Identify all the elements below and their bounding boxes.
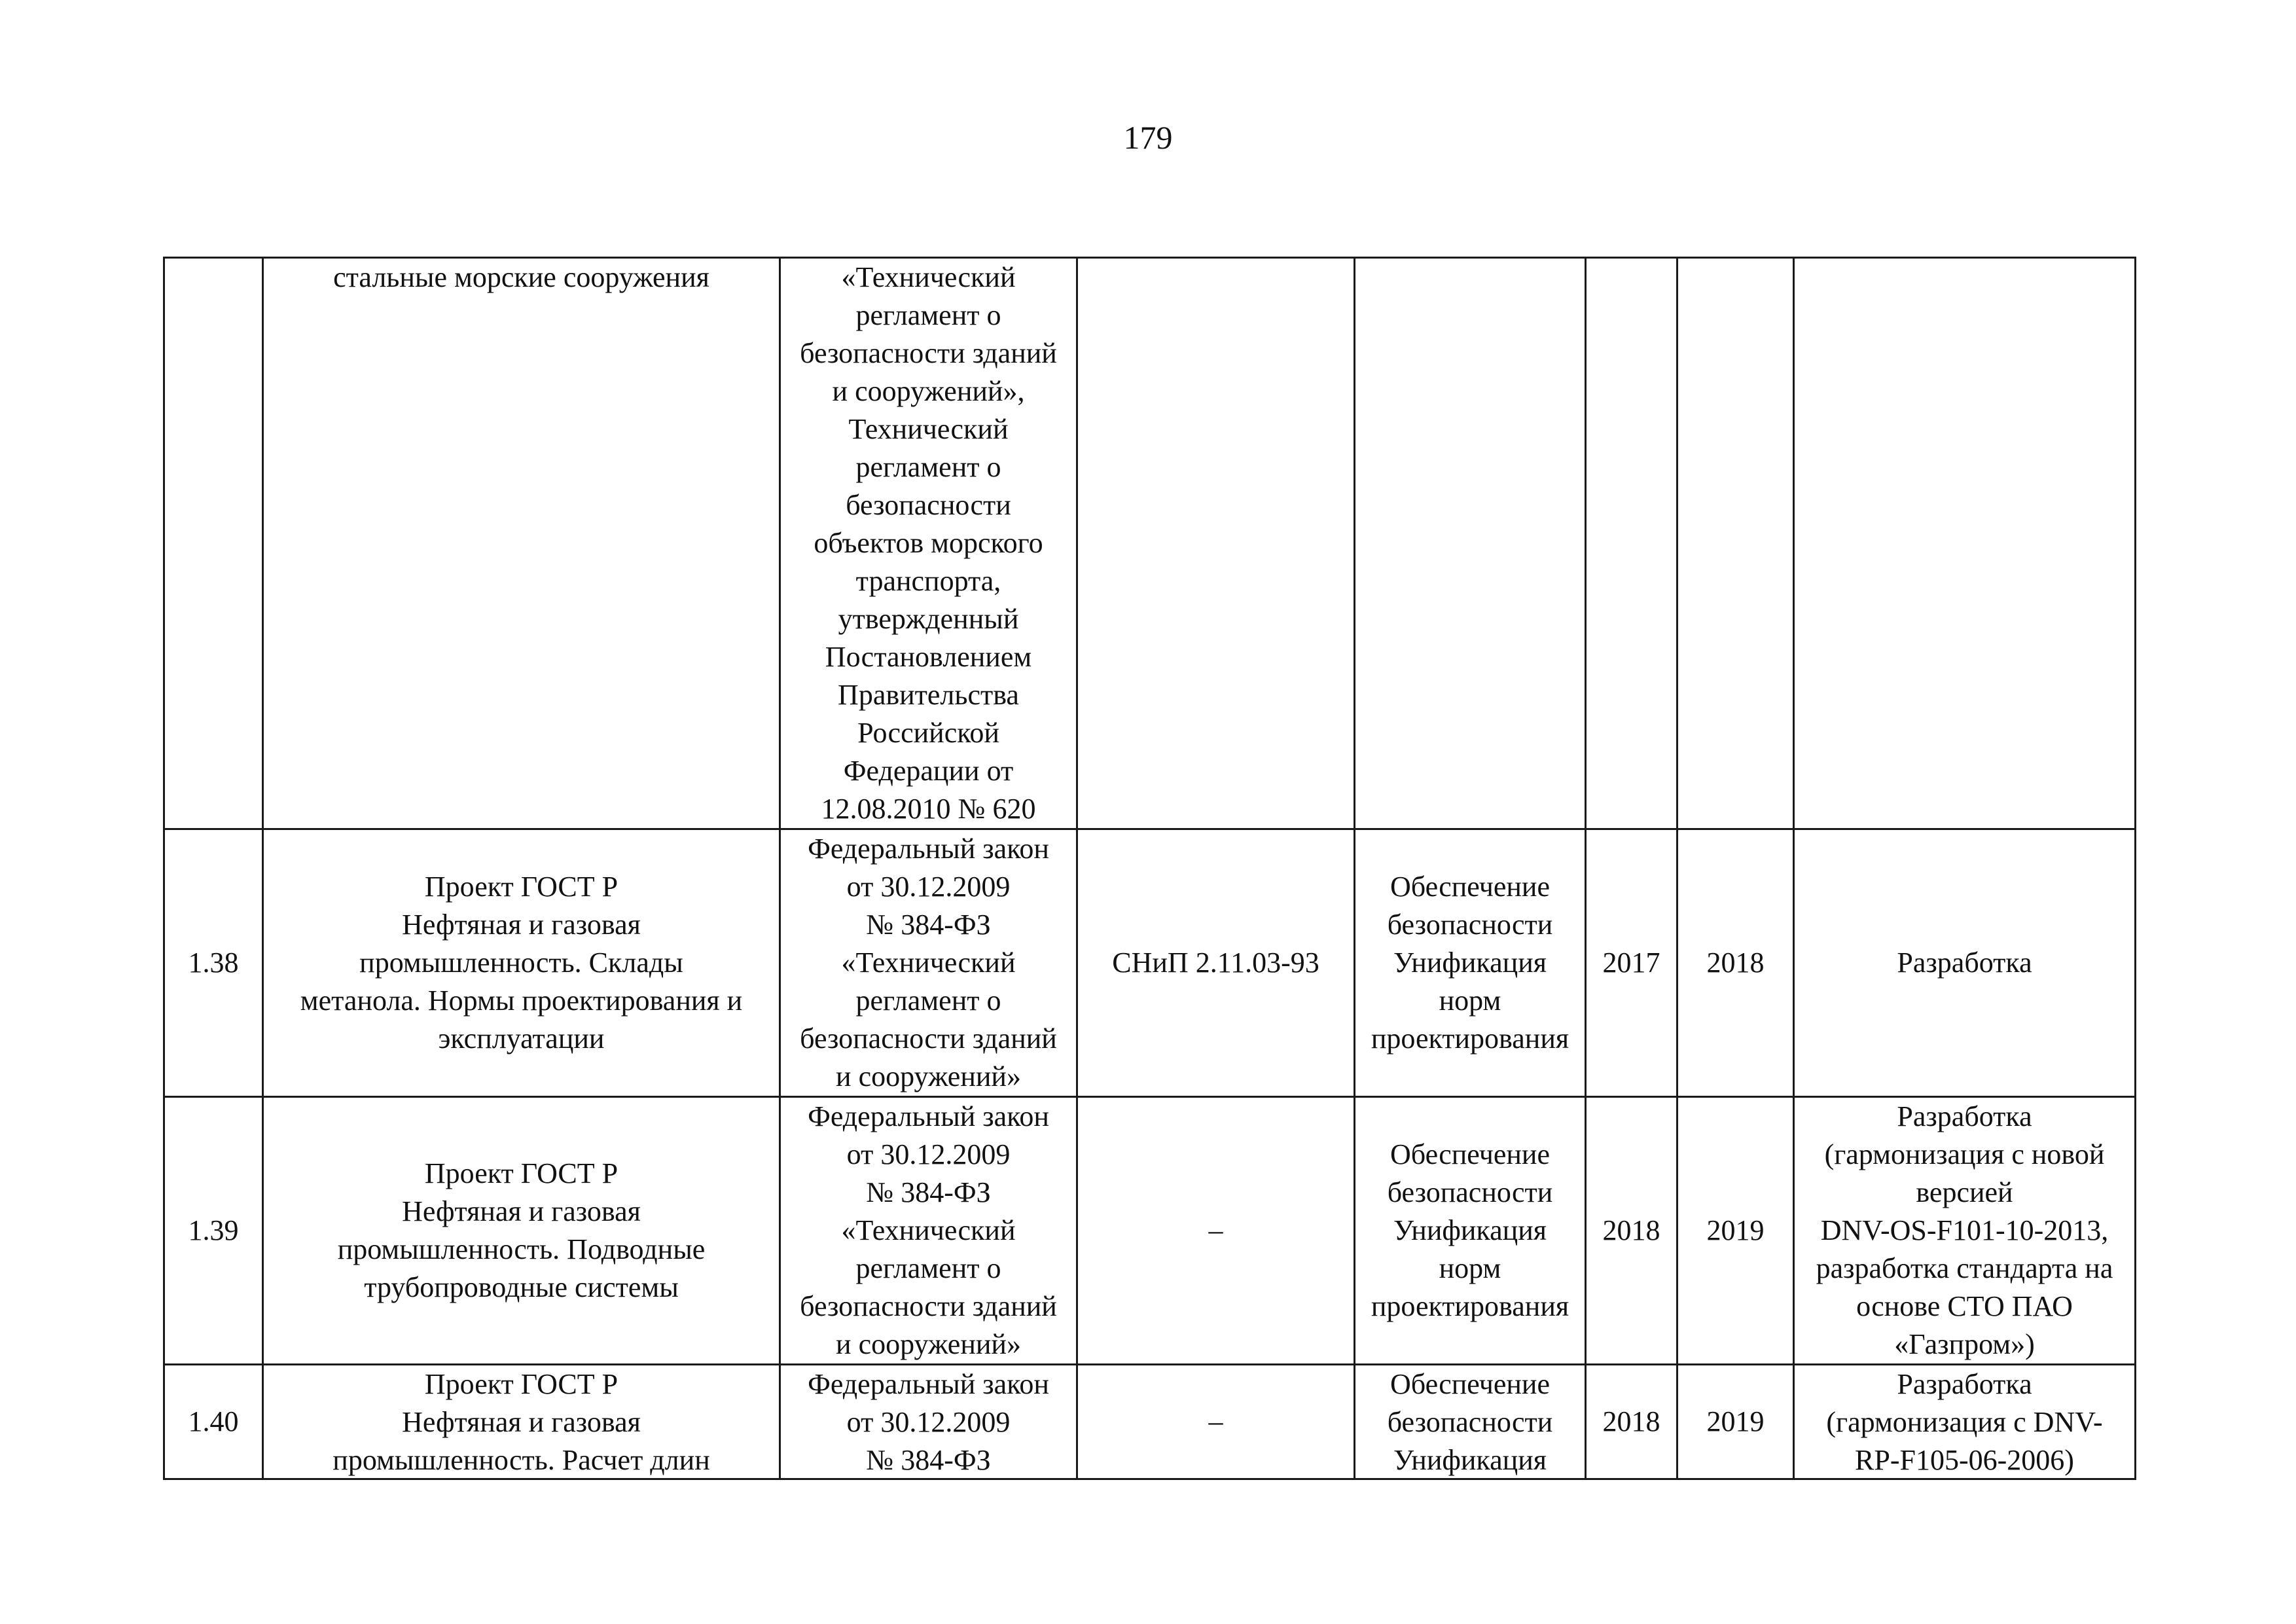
cell-line: регламент о [855,984,1001,1017]
cell-line: Проект ГОСТ Р [424,1368,619,1400]
purpose [1359,1365,1581,1478]
row-number: 1.39 [188,1214,239,1246]
cell-line: Разработка [1897,1100,2032,1132]
start-year-cell [1586,829,1677,1097]
cell-line: Федерации от [843,755,1014,787]
end-year-cell [1677,1365,1794,1479]
cell-line: метанола. Нормы проектирования и [300,984,743,1017]
end-year: 2018 [1706,947,1765,979]
replaced-document: СНиП 2.11.03-93 [1112,947,1319,979]
legal-basis-cell [780,1365,1077,1479]
row-number-cell [164,258,263,829]
cell-line: регламент о [855,299,1001,331]
replaced-document: – [1208,1405,1223,1437]
end-year-cell [1677,829,1794,1097]
cell-line: Федеральный закон [808,1368,1049,1400]
cell-line: DNV-OS-F101-10-2013, [1820,1214,2109,1246]
note-cell [1794,1365,2136,1479]
purpose [1359,1136,1581,1326]
cell-line: от 30.12.2009 [846,871,1011,903]
cell-line: № 384-ФЗ [866,1444,991,1476]
cell-line: проектирования [1371,1290,1570,1322]
cell-line: Нефтяная и газовая [402,1406,641,1438]
purpose-cell [1355,1097,1586,1365]
cell-line: безопасности [1387,1406,1553,1438]
cell-line: Обеспечение [1390,871,1550,903]
cell-line: стальные морские сооружения [333,261,709,293]
cell-line: (гармонизация с новой [1824,1138,2105,1170]
cell-line: разработка стандарта на [1816,1252,2113,1284]
cell-line: Проект ГОСТ Р [424,1157,619,1189]
cell-line: Обеспечение [1390,1138,1550,1170]
row-number: 1.40 [188,1405,239,1437]
cell-line: «Технический [841,261,1016,293]
start-year-cell [1586,258,1677,829]
start-year-cell [1586,1097,1677,1365]
start-year: 2018 [1602,1214,1660,1246]
replaced-document-cell [1077,1365,1355,1479]
cell-line: «Газпром») [1894,1328,2035,1360]
cell-line: Федеральный закон [808,1100,1049,1132]
note-cell [1794,258,2136,829]
cell-line: Разработка [1897,1368,2032,1400]
row-number: 1.38 [188,947,239,979]
cell-line: Технический [848,413,1009,445]
document-name-cell [263,1097,780,1365]
cell-line: безопасности [1387,909,1553,941]
cell-line: промышленность. Подводные [337,1233,706,1265]
cell-line: безопасности [846,489,1011,521]
row-number-cell [164,1097,263,1365]
replaced-document-cell [1077,829,1355,1097]
cell-line: Нефтяная и газовая [402,909,641,941]
cell-line: безопасности зданий [800,337,1057,369]
cell-line: проектирования [1371,1022,1570,1055]
cell-line: основе СТО ПАО [1856,1290,2073,1322]
cell-line: эксплуатации [438,1022,605,1055]
legal-basis [785,830,1072,1096]
document-name [268,259,775,297]
cell-line: № 384-ФЗ [866,909,991,941]
cell-line: промышленность. Расчет длин [332,1444,710,1476]
cell-line: Разработка [1897,947,2032,979]
row-number-cell [164,1365,263,1479]
table-row [164,1365,2136,1479]
cell-line: «Технический [841,947,1016,979]
note [1799,1098,2130,1363]
purpose-cell [1355,829,1586,1097]
replaced-document-cell [1077,1097,1355,1365]
note-cell [1794,829,2136,1097]
cell-line: от 30.12.2009 [846,1406,1011,1438]
end-year: 2019 [1706,1405,1765,1437]
legal-basis-cell [780,829,1077,1097]
document-name [268,1155,775,1307]
cell-line: безопасности зданий [800,1022,1057,1055]
note [1799,944,2130,982]
end-year-cell [1677,1097,1794,1365]
page-number: 179 [1123,119,1173,156]
cell-line: и сооружений» [836,1328,1021,1360]
cell-line: регламент о [855,451,1001,483]
document-name-cell [263,829,780,1097]
cell-line: Федеральный закон [808,833,1049,865]
document-name-cell [263,258,780,829]
purpose-cell [1355,258,1586,829]
cell-line: Проект ГОСТ Р [424,871,619,903]
purpose [1359,868,1581,1058]
legal-basis [785,1365,1072,1478]
cell-line: «Технический [841,1214,1016,1246]
cell-line: и сооружений» [836,1060,1021,1092]
note-cell [1794,1097,2136,1365]
cell-line: версией [1916,1176,2013,1208]
standards-table [163,257,2136,1480]
legal-basis-cell [780,258,1077,829]
end-year: 2019 [1706,1214,1765,1246]
cell-line: Унификация [1393,1214,1547,1246]
cell-line: объектов морского [814,527,1043,559]
row-number-cell [164,829,263,1097]
replaced-document: – [1208,1214,1223,1246]
cell-line: транспорта, [855,565,1001,597]
table-row [164,1097,2136,1365]
start-year: 2018 [1602,1405,1660,1437]
cell-line: безопасности [1387,1176,1553,1208]
start-year: 2017 [1602,947,1660,979]
cell-line: Постановлением [825,641,1032,673]
cell-line: регламент о [855,1252,1001,1284]
cell-line: трубопроводные системы [364,1271,679,1303]
table-row [164,829,2136,1097]
document-name [268,868,775,1058]
replaced-document-cell [1077,258,1355,829]
cell-line: 12.08.2010 № 620 [821,793,1036,825]
cell-line: норм [1439,1252,1501,1284]
cell-line: промышленность. Склады [359,947,683,979]
note [1799,1365,2130,1478]
document-name [268,1365,775,1478]
legal-basis-cell [780,1097,1077,1365]
purpose-cell [1355,1365,1586,1479]
cell-line: и сооружений», [832,375,1025,407]
cell-line: Обеспечение [1390,1368,1550,1400]
cell-line: норм [1439,984,1501,1017]
table-row [164,258,2136,829]
cell-line: RP-F105-06-2006) [1855,1444,2074,1476]
cell-line: (гармонизация с DNV- [1826,1406,2103,1438]
cell-line: от 30.12.2009 [846,1138,1011,1170]
cell-line: Унификация [1393,1444,1547,1476]
legal-basis [785,1098,1072,1363]
end-year-cell [1677,258,1794,829]
cell-line: утвержденный [838,603,1019,635]
cell-line: Унификация [1393,947,1547,979]
document-name-cell [263,1365,780,1479]
legal-basis [785,259,1072,828]
cell-line: Правительства [838,679,1019,711]
cell-line: Нефтяная и газовая [402,1195,641,1227]
cell-line: № 384-ФЗ [866,1176,991,1208]
cell-line: безопасности зданий [800,1290,1057,1322]
start-year-cell [1586,1365,1677,1479]
cell-line: Российской [857,717,999,749]
